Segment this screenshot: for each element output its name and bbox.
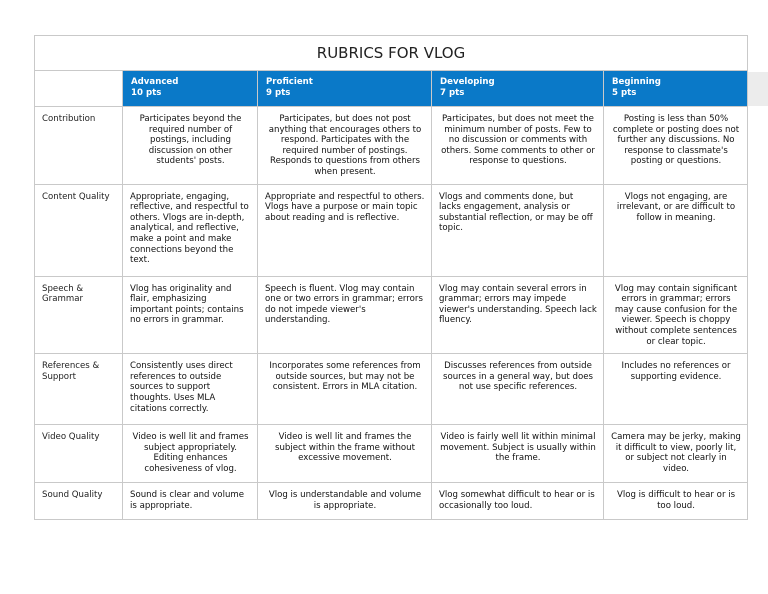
criterion-label: Content Quality bbox=[35, 184, 123, 276]
header-developing bbox=[432, 71, 604, 107]
table-row-contribution bbox=[35, 107, 748, 185]
level-points: 10 pts bbox=[131, 87, 162, 98]
rubric-cell: Appropriate, engaging, reflective, and respectful to others. Vlogs are in-depth, analytical, and reflective, make a point and make connections beyond the text. bbox=[123, 184, 258, 276]
criterion-label: Speech & Grammar bbox=[35, 276, 123, 354]
rubric-cell: Vlog may contain several errors in grammar; errors may impede viewer's understanding. Speech lack fluency. bbox=[432, 276, 604, 354]
criterion-label: Sound Quality bbox=[35, 483, 123, 520]
rubric-cell: Camera may be jerky, making it difficult to view, poorly lit, or subject not clearly in video. bbox=[604, 425, 748, 483]
table-row-sound-quality bbox=[35, 483, 748, 520]
rubric-cell: Appropriate and respectful to others. Vlogs have a purpose or main topic about reading and is reflective. bbox=[258, 184, 432, 276]
level-name: Beginning bbox=[612, 77, 661, 87]
rubric-cell: Consistently uses direct references to outside sources to support thoughts. Uses MLA citations correctly. bbox=[123, 354, 258, 425]
rubric-cell: Vlog may contain significant errors in grammar; errors may cause confusion for the viewer. Speech is choppy without complete sentences or clear topic. bbox=[604, 276, 748, 354]
rubric-cell: Video is fairly well lit within minimal movement. Subject is usually within the frame. bbox=[432, 425, 604, 483]
rubric-cell: Discusses references from outside sources in a general way, but does not use specific references. bbox=[432, 354, 604, 425]
header-beginning bbox=[604, 71, 748, 107]
rubric-cell: Posting is less than 50% complete or posting does not further any discussions. No response to classmate's posting or questions. bbox=[604, 107, 748, 185]
rubric-table bbox=[34, 35, 748, 520]
rubric-cell: Incorporates some references from outside sources, but may not be consistent. Errors in MLA citation. bbox=[258, 354, 432, 425]
rubric-cell: Vlog has originality and flair, emphasizing important points; contains no errors in grammar. bbox=[123, 276, 258, 354]
criterion-label: Contribution bbox=[35, 107, 123, 185]
table-row-speech-grammar bbox=[35, 276, 748, 354]
rubric-cell: Includes no references or supporting evidence. bbox=[604, 354, 748, 425]
rubric-cell: Participates beyond the required number of postings, including discussion on other students' posts. bbox=[123, 107, 258, 185]
header-row bbox=[35, 71, 748, 107]
criterion-label: Video Quality bbox=[35, 425, 123, 483]
table-row-content-quality bbox=[35, 184, 748, 276]
level-points: 5 pts bbox=[612, 87, 637, 98]
title-row bbox=[35, 36, 748, 71]
rubric-cell: Speech is fluent. Vlog may contain one or two errors in grammar; errors do not impede viewer's understanding. bbox=[258, 276, 432, 354]
rubric-cell: Vlogs and comments done, but lacks engagement, analysis or substantial reflection, or may be off topic. bbox=[432, 184, 604, 276]
rubric-cell: Participates, but does not meet the minimum number of posts. Few to no discussion or comments with others. Some comments to other or response to questions. bbox=[432, 107, 604, 185]
rubric-cell: Vlog is understandable and volume is appropriate. bbox=[258, 483, 432, 520]
level-name: Proficient bbox=[266, 77, 313, 87]
rubric-cell: Vlogs not engaging, are irrelevant, or are difficult to follow in meaning. bbox=[604, 184, 748, 276]
level-name: Developing bbox=[440, 77, 495, 87]
rubric-cell: Vlog somewhat difficult to hear or is occasionally too loud. bbox=[432, 483, 604, 520]
page-edge-strip bbox=[748, 72, 768, 106]
table-row-references-support bbox=[35, 354, 748, 425]
rubric-cell: Video is well lit and frames the subject within the frame without excessive movement. bbox=[258, 425, 432, 483]
level-points: 7 pts bbox=[440, 87, 465, 98]
header-advanced bbox=[123, 71, 258, 107]
rubric-cell: Video is well lit and frames subject appropriately. Editing enhances cohesiveness of vlog. bbox=[123, 425, 258, 483]
criterion-label: References & Support bbox=[35, 354, 123, 425]
rubric-cell: Vlog is difficult to hear or is too loud. bbox=[604, 483, 748, 520]
level-points: 9 pts bbox=[266, 87, 291, 98]
table-row-video-quality bbox=[35, 425, 748, 483]
rubric-cell: Participates, but does not post anything that encourages others to respond. Participates with the required number of postings. Responds to questions from others when present. bbox=[258, 107, 432, 185]
rubric-title: RUBRICS FOR VLOG bbox=[35, 36, 748, 71]
header-corner-cell bbox=[35, 71, 123, 107]
level-name: Advanced bbox=[131, 77, 179, 87]
rubric-cell: Sound is clear and volume is appropriate. bbox=[123, 483, 258, 520]
header-proficient bbox=[258, 71, 432, 107]
